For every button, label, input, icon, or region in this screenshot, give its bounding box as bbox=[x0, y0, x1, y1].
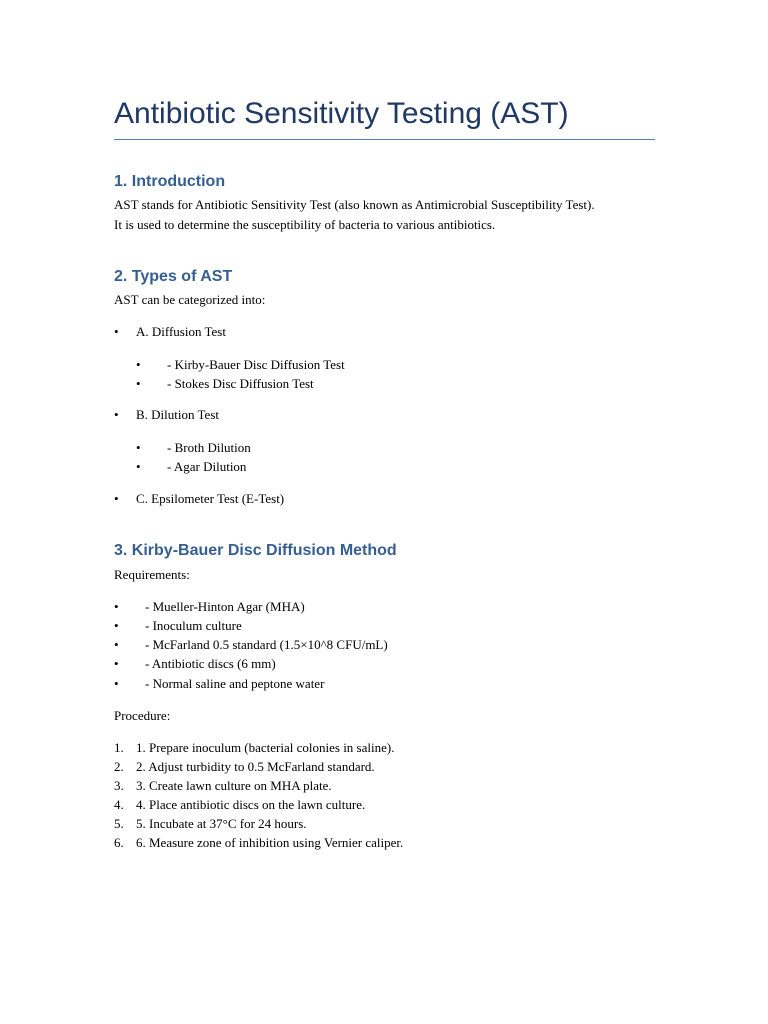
step-number: 6. bbox=[114, 835, 124, 850]
intro-paragraph-line-2: It is used to determine the susceptibility of bacteria to various antibiotics. bbox=[114, 217, 496, 232]
bullet-icon: • bbox=[114, 599, 119, 614]
step-text: 4. Place antibiotic discs on the lawn culture. bbox=[136, 797, 366, 812]
requirement-label: - Inoculum culture bbox=[145, 618, 242, 633]
bullet-icon: • bbox=[136, 376, 141, 391]
bullet-icon: • bbox=[114, 491, 119, 506]
requirement-label: - Antibiotic discs (6 mm) bbox=[145, 656, 276, 671]
step-number: 1. bbox=[114, 740, 124, 755]
step-text: 5. Incubate at 37°C for 24 hours. bbox=[136, 816, 307, 831]
list-item-label: B. Dilution Test bbox=[136, 407, 219, 422]
bullet-icon: • bbox=[114, 324, 119, 339]
bullet-icon: • bbox=[114, 656, 119, 671]
bullet-icon: • bbox=[114, 407, 119, 422]
step-number: 4. bbox=[114, 797, 124, 812]
bullet-icon: • bbox=[136, 357, 141, 372]
document-title: Antibiotic Sensitivity Testing (AST) bbox=[114, 97, 569, 130]
requirements-label: Requirements: bbox=[114, 567, 190, 582]
step-text: 6. Measure zone of inhibition using Vernier caliper. bbox=[136, 835, 404, 850]
types-intro: AST can be categorized into: bbox=[114, 292, 266, 307]
step-number: 2. bbox=[114, 759, 124, 774]
requirement-label: - Mueller-Hinton Agar (MHA) bbox=[145, 599, 305, 614]
sub-list-item-label: - Broth Dilution bbox=[167, 440, 251, 455]
step-text: 1. Prepare inoculum (bacterial colonies in saline). bbox=[136, 740, 395, 755]
bullet-icon: • bbox=[114, 676, 119, 691]
title-underline bbox=[114, 139, 655, 140]
intro-paragraph-line-1: AST stands for Antibiotic Sensitivity Test (also known as Antimicrobial Susceptibility Test). bbox=[114, 197, 595, 212]
section-heading-introduction: 1. Introduction bbox=[114, 173, 226, 190]
section-heading-types: 2. Types of AST bbox=[114, 268, 233, 285]
step-number: 5. bbox=[114, 816, 124, 831]
sub-list-item-label: - Agar Dilution bbox=[167, 459, 247, 474]
step-number: 3. bbox=[114, 778, 124, 793]
sub-list-item-label: - Stokes Disc Diffusion Test bbox=[167, 376, 314, 391]
list-item-label: C. Epsilometer Test (E-Test) bbox=[136, 491, 285, 506]
step-text: 2. Adjust turbidity to 0.5 McFarland standard. bbox=[136, 759, 375, 774]
procedure-label: Procedure: bbox=[114, 708, 171, 723]
step-text: 3. Create lawn culture on MHA plate. bbox=[136, 778, 332, 793]
bullet-icon: • bbox=[114, 618, 119, 633]
sub-list-item-label: - Kirby-Bauer Disc Diffusion Test bbox=[167, 357, 345, 372]
list-item-label: A. Diffusion Test bbox=[136, 324, 226, 339]
bullet-icon: • bbox=[136, 440, 141, 455]
section-heading-kirby-bauer: 3. Kirby-Bauer Disc Diffusion Method bbox=[114, 542, 397, 559]
requirement-label: - McFarland 0.5 standard (1.5×10^8 CFU/mL) bbox=[145, 637, 388, 652]
requirement-label: - Normal saline and peptone water bbox=[145, 676, 325, 691]
bullet-icon: • bbox=[114, 637, 119, 652]
bullet-icon: • bbox=[136, 459, 141, 474]
